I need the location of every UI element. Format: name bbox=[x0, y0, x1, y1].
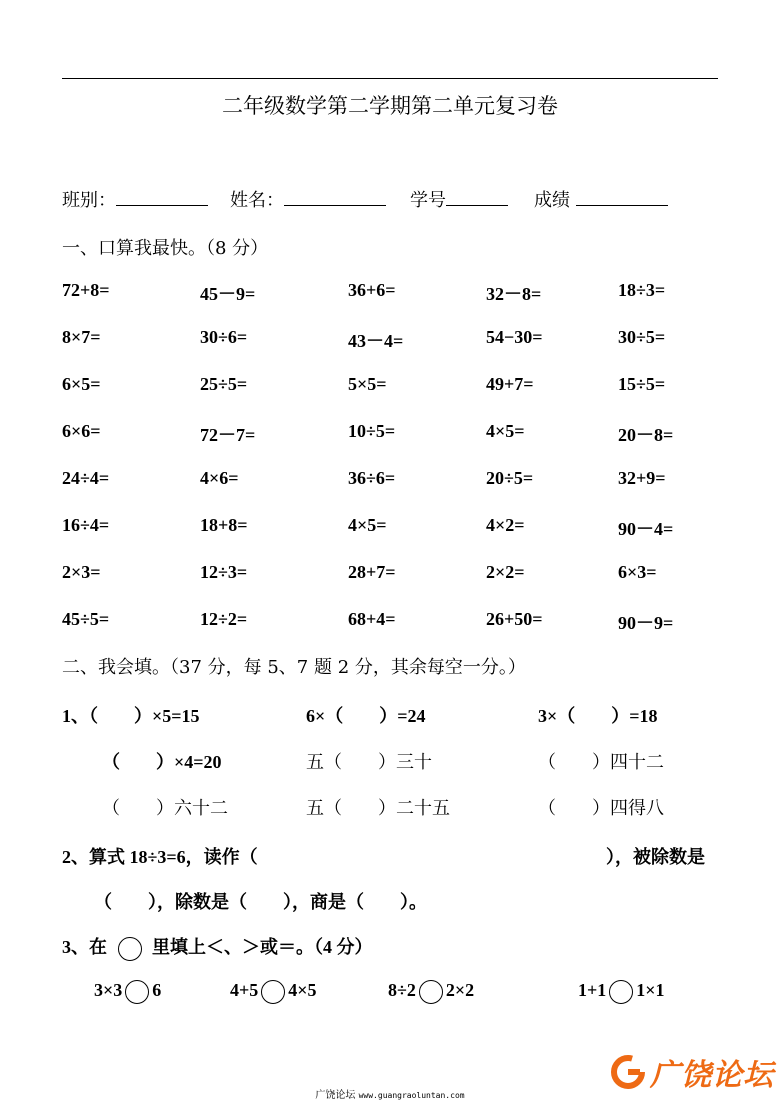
math-problem: 32+9= bbox=[618, 468, 666, 488]
footer-url[interactable]: www.guangraoluntan.com bbox=[358, 1091, 465, 1100]
math-problem: 20÷5= bbox=[486, 468, 534, 488]
math-row bbox=[62, 327, 722, 374]
math-problem: 6×6= bbox=[62, 421, 101, 441]
page-title: 二年级数学第二学期第二单元复习卷 bbox=[222, 94, 558, 118]
math-problem: 90－4= bbox=[618, 519, 674, 539]
comparison-right: 1×1 bbox=[636, 980, 665, 1001]
math-problem: 24÷4= bbox=[62, 468, 110, 488]
q1-item: （ ）四十二 bbox=[538, 752, 664, 773]
comparison-left: 8÷2 bbox=[388, 980, 416, 1001]
math-row bbox=[62, 468, 722, 515]
math-problem: 49+7= bbox=[486, 374, 534, 394]
math-problem: 4×6= bbox=[200, 468, 239, 488]
math-problem: 30÷6= bbox=[200, 327, 248, 347]
math-problem: 4×5= bbox=[486, 421, 525, 441]
q1-item: （ ）六十二 bbox=[102, 798, 228, 819]
math-problem: 30÷5= bbox=[618, 327, 666, 347]
math-row bbox=[62, 609, 722, 656]
q1-item: 五（ ）三十 bbox=[306, 752, 432, 773]
logo-text: 广饶论坛 bbox=[650, 1058, 774, 1093]
q2-line-2: （ ），除数是（ ），商是（ ）。 bbox=[94, 892, 427, 913]
math-problem: 2×3= bbox=[62, 562, 101, 582]
q1-item: 1、（ ）×5=15 bbox=[62, 706, 200, 726]
math-problem: 10÷5= bbox=[348, 421, 396, 441]
score-label: 成绩 bbox=[534, 190, 570, 211]
math-problem: 54−30= bbox=[486, 327, 543, 347]
math-row bbox=[62, 515, 722, 562]
class-blank[interactable] bbox=[116, 187, 208, 206]
section-2-number: 二、 bbox=[62, 657, 98, 678]
comparison-left: 1+1 bbox=[578, 980, 607, 1001]
name-blank[interactable] bbox=[284, 187, 386, 206]
student-info-row bbox=[62, 186, 722, 216]
comparison-right: 4×5 bbox=[288, 980, 317, 1001]
answer-circle[interactable] bbox=[125, 980, 149, 1004]
id-field bbox=[410, 186, 508, 212]
q2-line-1 bbox=[62, 843, 722, 869]
class-label: 班别： bbox=[62, 190, 116, 211]
circle-icon bbox=[118, 937, 142, 961]
math-problem: 5×5= bbox=[348, 374, 387, 394]
comparison-left: 4+5 bbox=[230, 980, 259, 1001]
math-row bbox=[62, 280, 722, 327]
answer-circle[interactable] bbox=[419, 980, 443, 1004]
q3-suffix: 里填上＜、＞或＝。（4 分） bbox=[152, 937, 373, 957]
comparison-right: 6 bbox=[152, 980, 162, 1001]
math-problem: 4×5= bbox=[348, 515, 387, 535]
answer-circle[interactable] bbox=[609, 980, 633, 1004]
math-problem: 18÷3= bbox=[618, 280, 666, 300]
math-problem: 72－7= bbox=[200, 425, 256, 445]
math-problem: 20－8= bbox=[618, 425, 674, 445]
comparison-left: 3×3 bbox=[94, 980, 123, 1001]
section-1-number: 一、 bbox=[62, 238, 98, 259]
q2-question: 2、算式 18÷3=6，读作（ bbox=[62, 847, 258, 867]
q3-prefix: 3、在 bbox=[62, 937, 107, 957]
section-2-text: 我会填。（37 分，每 5、7 题 2 分，其余每空一分。） bbox=[98, 657, 526, 678]
comparison-right: 2×2 bbox=[445, 980, 475, 1001]
math-problem: 43－4= bbox=[348, 331, 404, 351]
q2-question-end: ），被除数是 bbox=[606, 847, 705, 867]
math-problem: 8×7= bbox=[62, 327, 101, 347]
score-field bbox=[534, 186, 668, 212]
id-blank[interactable] bbox=[446, 187, 508, 206]
comparison-item bbox=[388, 980, 474, 1004]
math-problem: 12÷3= bbox=[200, 562, 248, 582]
section-1-heading bbox=[62, 234, 268, 260]
q1-row-2 bbox=[62, 748, 722, 778]
q1-row-3 bbox=[62, 794, 722, 824]
math-problem: 90－9= bbox=[618, 613, 674, 633]
math-problem: 2×2= bbox=[486, 562, 525, 582]
math-problem: 12÷2= bbox=[200, 609, 248, 629]
top-rule bbox=[62, 78, 718, 79]
math-problem: 4×2= bbox=[486, 515, 525, 535]
answer-circle[interactable] bbox=[261, 980, 285, 1004]
math-row bbox=[62, 374, 722, 421]
q1-row-1 bbox=[62, 702, 722, 732]
comparison-item bbox=[94, 980, 161, 1004]
math-problem: 45－9= bbox=[200, 284, 256, 304]
q1-item: 6×（ ）=24 bbox=[306, 706, 426, 726]
math-problem: 28+7= bbox=[348, 562, 396, 582]
math-problem: 72+8= bbox=[62, 280, 110, 300]
logo-mark-icon bbox=[610, 1054, 646, 1090]
q1-item: （ ）×4=20 bbox=[102, 752, 222, 772]
math-problem: 6×5= bbox=[62, 374, 101, 394]
math-problem: 36÷6= bbox=[348, 468, 396, 488]
footer bbox=[0, 1086, 780, 1101]
math-row bbox=[62, 421, 722, 468]
math-problem: 36+6= bbox=[348, 280, 396, 300]
q1-item: 3×（ ）=18 bbox=[538, 706, 658, 726]
name-field bbox=[230, 186, 386, 212]
section-2-heading bbox=[62, 653, 526, 679]
footer-site-name: 广饶论坛 bbox=[315, 1090, 356, 1101]
q3-heading bbox=[62, 933, 722, 961]
math-problem: 32－8= bbox=[486, 284, 542, 304]
section-1-text: 口算我最快。（8 分） bbox=[98, 238, 269, 259]
math-problem: 16÷4= bbox=[62, 515, 110, 535]
name-label: 姓名： bbox=[230, 190, 284, 211]
q3-comparisons bbox=[62, 980, 722, 1010]
math-problem: 25÷5= bbox=[200, 374, 248, 394]
math-problem: 18+8= bbox=[200, 515, 248, 535]
class-field bbox=[62, 186, 208, 212]
math-row bbox=[62, 562, 722, 609]
comparison-item bbox=[230, 980, 317, 1004]
q1-item: 五（ ）二十五 bbox=[306, 798, 450, 819]
math-problem: 45÷5= bbox=[62, 609, 110, 629]
id-label: 学号 bbox=[410, 190, 446, 211]
math-problem: 68+4= bbox=[348, 609, 396, 629]
math-problem: 15÷5= bbox=[618, 374, 666, 394]
mental-math-grid bbox=[62, 280, 722, 656]
q1-item: （ ）四得八 bbox=[538, 798, 664, 819]
comparison-item bbox=[578, 980, 665, 1004]
score-blank[interactable] bbox=[576, 187, 668, 206]
math-problem: 6×3= bbox=[618, 562, 657, 582]
math-problem: 26+50= bbox=[486, 609, 543, 629]
